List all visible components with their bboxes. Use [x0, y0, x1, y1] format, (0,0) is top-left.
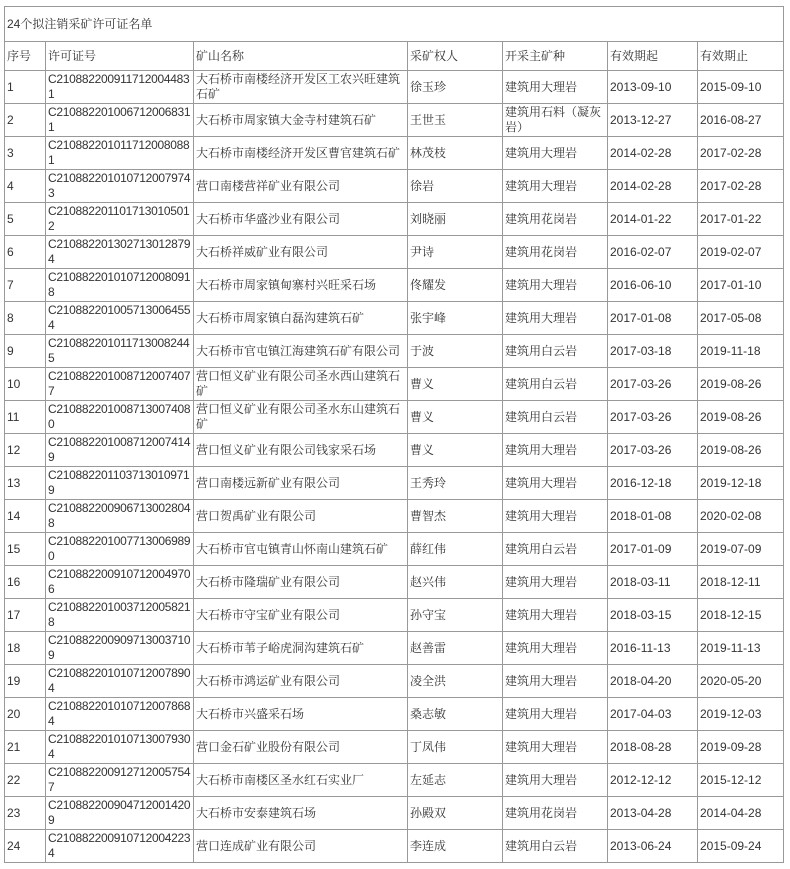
cell-mine-name: 大石桥市鸿运矿业有限公司: [194, 665, 408, 698]
cell-rights-holder: 张宇峰: [408, 302, 503, 335]
cell-index: 19: [5, 665, 46, 698]
cell-mine-name: 营口金石矿业股份有限公司: [194, 731, 408, 764]
cell-license-no: C2108822010117120080881: [46, 137, 194, 170]
table-row: [5, 368, 784, 401]
table-row: [5, 269, 784, 302]
column-header-valid-from: 有效期起: [608, 42, 698, 71]
cell-main-mineral: 建筑用大理岩: [503, 599, 608, 632]
cell-license-no: C2108822010087120074149: [46, 434, 194, 467]
cell-valid-to: 2019-11-13: [698, 632, 784, 665]
table-row: [5, 467, 784, 500]
cell-mine-name: 大石桥市南楼经济开发区曹官建筑石矿: [194, 137, 408, 170]
cell-valid-from: 2018-03-15: [608, 599, 698, 632]
cell-mine-name: 大石桥市安泰建筑石场: [194, 797, 408, 830]
cell-main-mineral: 建筑用大理岩: [503, 71, 608, 104]
cell-mine-name: 大石桥市守宝矿业有限公司: [194, 599, 408, 632]
cell-index: 16: [5, 566, 46, 599]
column-header-mine-name: 矿山名称: [194, 42, 408, 71]
cell-index: 11: [5, 401, 46, 434]
cell-license-no: C2108822009107120042234: [46, 830, 194, 863]
cell-main-mineral: 建筑用花岗岩: [503, 203, 608, 236]
title-row: [5, 7, 784, 42]
cell-main-mineral: 建筑用大理岩: [503, 500, 608, 533]
cell-license-no: C2108822010087120074077: [46, 368, 194, 401]
table-body: [5, 71, 784, 863]
cell-rights-holder: 李连成: [408, 830, 503, 863]
cell-valid-from: 2017-03-26: [608, 401, 698, 434]
cell-main-mineral: 建筑用石料（凝灰岩）: [503, 104, 608, 137]
cell-mine-name: 营口南楼远新矿业有限公司: [194, 467, 408, 500]
cell-valid-to: 2020-05-20: [698, 665, 784, 698]
cell-rights-holder: 刘晓丽: [408, 203, 503, 236]
cell-valid-to: 2017-05-08: [698, 302, 784, 335]
cell-valid-to: 2014-04-28: [698, 797, 784, 830]
page-title: 24个拟注销采矿许可证名单: [5, 7, 784, 42]
cell-valid-from: 2014-02-28: [608, 170, 698, 203]
cell-valid-to: 2015-09-10: [698, 71, 784, 104]
table-row: [5, 302, 784, 335]
table-row: [5, 797, 784, 830]
cell-license-no: C2108822011037130109719: [46, 467, 194, 500]
cell-valid-to: 2019-07-09: [698, 533, 784, 566]
cell-index: 1: [5, 71, 46, 104]
cell-mine-name: 营口恒义矿业有限公司钱家采石场: [194, 434, 408, 467]
cell-valid-from: 2018-03-11: [608, 566, 698, 599]
cell-rights-holder: 王秀玲: [408, 467, 503, 500]
cell-rights-holder: 薛红伟: [408, 533, 503, 566]
cell-valid-from: 2012-12-12: [608, 764, 698, 797]
cell-rights-holder: 林茂枝: [408, 137, 503, 170]
cell-main-mineral: 建筑用大理岩: [503, 302, 608, 335]
cell-valid-to: 2019-02-07: [698, 236, 784, 269]
cell-license-no: C2108822009047120014209: [46, 797, 194, 830]
cell-valid-from: 2016-02-07: [608, 236, 698, 269]
cell-rights-holder: 赵善雷: [408, 632, 503, 665]
cell-valid-from: 2017-03-26: [608, 368, 698, 401]
cell-index: 23: [5, 797, 46, 830]
cell-license-no: C2108822010107120079743: [46, 170, 194, 203]
cell-index: 4: [5, 170, 46, 203]
cell-index: 20: [5, 698, 46, 731]
cell-valid-from: 2013-09-10: [608, 71, 698, 104]
cell-rights-holder: 孙殿双: [408, 797, 503, 830]
table-row: [5, 104, 784, 137]
cell-mine-name: 大石桥市兴盛采石场: [194, 698, 408, 731]
table-row: [5, 566, 784, 599]
cell-valid-to: 2018-12-11: [698, 566, 784, 599]
cell-mine-name: 大石桥市南楼区圣水红石实业厂: [194, 764, 408, 797]
cell-index: 17: [5, 599, 46, 632]
cell-main-mineral: 建筑用白云岩: [503, 533, 608, 566]
cell-valid-to: 2016-08-27: [698, 104, 784, 137]
table-row: [5, 203, 784, 236]
cell-valid-to: 2017-01-22: [698, 203, 784, 236]
cell-index: 10: [5, 368, 46, 401]
cell-rights-holder: 佟耀发: [408, 269, 503, 302]
cell-index: 2: [5, 104, 46, 137]
cell-main-mineral: 建筑用白云岩: [503, 830, 608, 863]
cell-main-mineral: 建筑用花岗岩: [503, 236, 608, 269]
cell-valid-to: 2018-12-15: [698, 599, 784, 632]
column-header-main-mineral: 开采主矿种: [503, 42, 608, 71]
cell-license-no: C2108822010077130069890: [46, 533, 194, 566]
cell-main-mineral: 建筑用大理岩: [503, 632, 608, 665]
cell-license-no: C2108822011017130105012: [46, 203, 194, 236]
cell-index: 6: [5, 236, 46, 269]
cell-main-mineral: 建筑用大理岩: [503, 698, 608, 731]
column-header-index: 序号: [5, 42, 46, 71]
cell-index: 21: [5, 731, 46, 764]
cell-license-no: C2108822009067130028048: [46, 500, 194, 533]
cell-index: 7: [5, 269, 46, 302]
cell-main-mineral: 建筑用花岗岩: [503, 797, 608, 830]
cell-index: 24: [5, 830, 46, 863]
table-row: [5, 764, 784, 797]
cell-license-no: C2108822010107130079304: [46, 731, 194, 764]
cell-rights-holder: 孙守宝: [408, 599, 503, 632]
cell-rights-holder: 徐岩: [408, 170, 503, 203]
cell-valid-from: 2016-06-10: [608, 269, 698, 302]
table-row: [5, 599, 784, 632]
cell-rights-holder: 曹义: [408, 368, 503, 401]
column-header-license-no: 许可证号: [46, 42, 194, 71]
cell-license-no: C2108822009127120057547: [46, 764, 194, 797]
cell-main-mineral: 建筑用白云岩: [503, 335, 608, 368]
cell-valid-from: 2014-01-22: [608, 203, 698, 236]
cell-rights-holder: 丁凤伟: [408, 731, 503, 764]
cell-license-no: C2108822010107120078684: [46, 698, 194, 731]
cell-mine-name: 大石桥市苇子峪虎洞沟建筑石矿: [194, 632, 408, 665]
cell-valid-to: 2017-02-28: [698, 137, 784, 170]
cell-main-mineral: 建筑用白云岩: [503, 368, 608, 401]
cell-valid-from: 2017-04-03: [608, 698, 698, 731]
table-row: [5, 500, 784, 533]
cell-main-mineral: 建筑用大理岩: [503, 434, 608, 467]
cell-license-no: C2108822010067120068311: [46, 104, 194, 137]
cell-mine-name: 营口南楼营祥矿业有限公司: [194, 170, 408, 203]
cell-valid-from: 2018-08-28: [608, 731, 698, 764]
cell-rights-holder: 赵兴伟: [408, 566, 503, 599]
cell-valid-to: 2019-12-18: [698, 467, 784, 500]
cell-main-mineral: 建筑用大理岩: [503, 764, 608, 797]
cell-license-no: C2108822009097130037109: [46, 632, 194, 665]
column-header-rights-holder: 采矿权人: [408, 42, 503, 71]
cell-index: 3: [5, 137, 46, 170]
cell-valid-to: 2019-08-26: [698, 434, 784, 467]
cell-valid-to: 2017-01-10: [698, 269, 784, 302]
cell-license-no: C2108822010087130074080: [46, 401, 194, 434]
cell-rights-holder: 曹义: [408, 434, 503, 467]
cell-rights-holder: 于波: [408, 335, 503, 368]
cell-mine-name: 大石桥祥威矿业有限公司: [194, 236, 408, 269]
cell-rights-holder: 王世玉: [408, 104, 503, 137]
cell-valid-from: 2017-01-09: [608, 533, 698, 566]
cell-license-no: C2108822010107120080918: [46, 269, 194, 302]
table-row: [5, 533, 784, 566]
cell-main-mineral: 建筑用大理岩: [503, 137, 608, 170]
cell-valid-from: 2013-06-24: [608, 830, 698, 863]
cell-rights-holder: 曹义: [408, 401, 503, 434]
cell-mine-name: 营口贺禹矿业有限公司: [194, 500, 408, 533]
cell-valid-to: 2019-09-28: [698, 731, 784, 764]
cell-index: 22: [5, 764, 46, 797]
cell-index: 9: [5, 335, 46, 368]
cell-mine-name: 大石桥市周家镇白磊沟建筑石矿: [194, 302, 408, 335]
table-row: [5, 698, 784, 731]
cell-valid-to: 2019-08-26: [698, 368, 784, 401]
cell-valid-to: 2019-11-18: [698, 335, 784, 368]
cell-mine-name: 大石桥市南楼经济开发区工农兴旺建筑石矿: [194, 71, 408, 104]
cell-license-no: C2108822009117120044831: [46, 71, 194, 104]
table-row: [5, 170, 784, 203]
cell-rights-holder: 尹诗: [408, 236, 503, 269]
cell-rights-holder: 桑志敏: [408, 698, 503, 731]
cell-valid-from: 2017-03-18: [608, 335, 698, 368]
cell-mine-name: 大石桥市官屯镇江海建筑石矿有限公司: [194, 335, 408, 368]
table-row: [5, 401, 784, 434]
table-row: [5, 71, 784, 104]
table-row: [5, 830, 784, 863]
cell-main-mineral: 建筑用大理岩: [503, 269, 608, 302]
cell-index: 18: [5, 632, 46, 665]
table-row: [5, 632, 784, 665]
table-row: [5, 236, 784, 269]
cell-main-mineral: 建筑用大理岩: [503, 467, 608, 500]
cell-rights-holder: 左延志: [408, 764, 503, 797]
cell-valid-from: 2017-01-08: [608, 302, 698, 335]
cell-valid-to: 2020-02-08: [698, 500, 784, 533]
cell-mine-name: 大石桥市周家镇甸寨村兴旺采石场: [194, 269, 408, 302]
cell-valid-to: 2019-08-26: [698, 401, 784, 434]
cell-valid-from: 2018-01-08: [608, 500, 698, 533]
table-header-row: [5, 42, 784, 71]
cell-valid-to: 2019-12-03: [698, 698, 784, 731]
cell-index: 8: [5, 302, 46, 335]
cell-main-mineral: 建筑用大理岩: [503, 566, 608, 599]
cell-valid-from: 2017-03-26: [608, 434, 698, 467]
cell-main-mineral: 建筑用大理岩: [503, 170, 608, 203]
cell-valid-from: 2018-04-20: [608, 665, 698, 698]
cell-index: 13: [5, 467, 46, 500]
cell-index: 5: [5, 203, 46, 236]
cell-valid-to: 2015-12-12: [698, 764, 784, 797]
table-row: [5, 434, 784, 467]
cell-rights-holder: 凌全洪: [408, 665, 503, 698]
cell-license-no: C2108822010037120058218: [46, 599, 194, 632]
table-row: [5, 335, 784, 368]
cell-valid-to: 2015-09-24: [698, 830, 784, 863]
cell-mine-name: 大石桥市官屯镇青山怀南山建筑石矿: [194, 533, 408, 566]
cell-license-no: C2108822010117130082445: [46, 335, 194, 368]
cell-mine-name: 营口连成矿业有限公司: [194, 830, 408, 863]
cell-mine-name: 大石桥市隆瑞矿业有限公司: [194, 566, 408, 599]
cell-license-no: C2108822009107120049706: [46, 566, 194, 599]
cell-license-no: C2108822010107120078904: [46, 665, 194, 698]
table-row: [5, 137, 784, 170]
table-row: [5, 665, 784, 698]
cell-valid-from: 2014-02-28: [608, 137, 698, 170]
cell-rights-holder: 曹智杰: [408, 500, 503, 533]
cell-index: 15: [5, 533, 46, 566]
cell-valid-from: 2013-04-28: [608, 797, 698, 830]
cell-main-mineral: 建筑用大理岩: [503, 665, 608, 698]
license-cancellation-table: [4, 6, 784, 863]
column-header-valid-to: 有效期止: [698, 42, 784, 71]
cell-mine-name: 大石桥市周家镇大金寺村建筑石矿: [194, 104, 408, 137]
cell-valid-from: 2013-12-27: [608, 104, 698, 137]
cell-mine-name: 营口恒义矿业有限公司圣水东山建筑石矿: [194, 401, 408, 434]
cell-main-mineral: 建筑用大理岩: [503, 731, 608, 764]
cell-index: 14: [5, 500, 46, 533]
cell-valid-to: 2017-02-28: [698, 170, 784, 203]
cell-rights-holder: 徐玉珍: [408, 71, 503, 104]
table-row: [5, 731, 784, 764]
cell-valid-from: 2016-12-18: [608, 467, 698, 500]
cell-index: 12: [5, 434, 46, 467]
cell-mine-name: 营口恒义矿业有限公司圣水西山建筑石矿: [194, 368, 408, 401]
cell-license-no: C2108822013027130128794: [46, 236, 194, 269]
cell-main-mineral: 建筑用白云岩: [503, 401, 608, 434]
cell-mine-name: 大石桥市华盛沙业有限公司: [194, 203, 408, 236]
cell-valid-from: 2016-11-13: [608, 632, 698, 665]
cell-license-no: C2108822010057130064554: [46, 302, 194, 335]
